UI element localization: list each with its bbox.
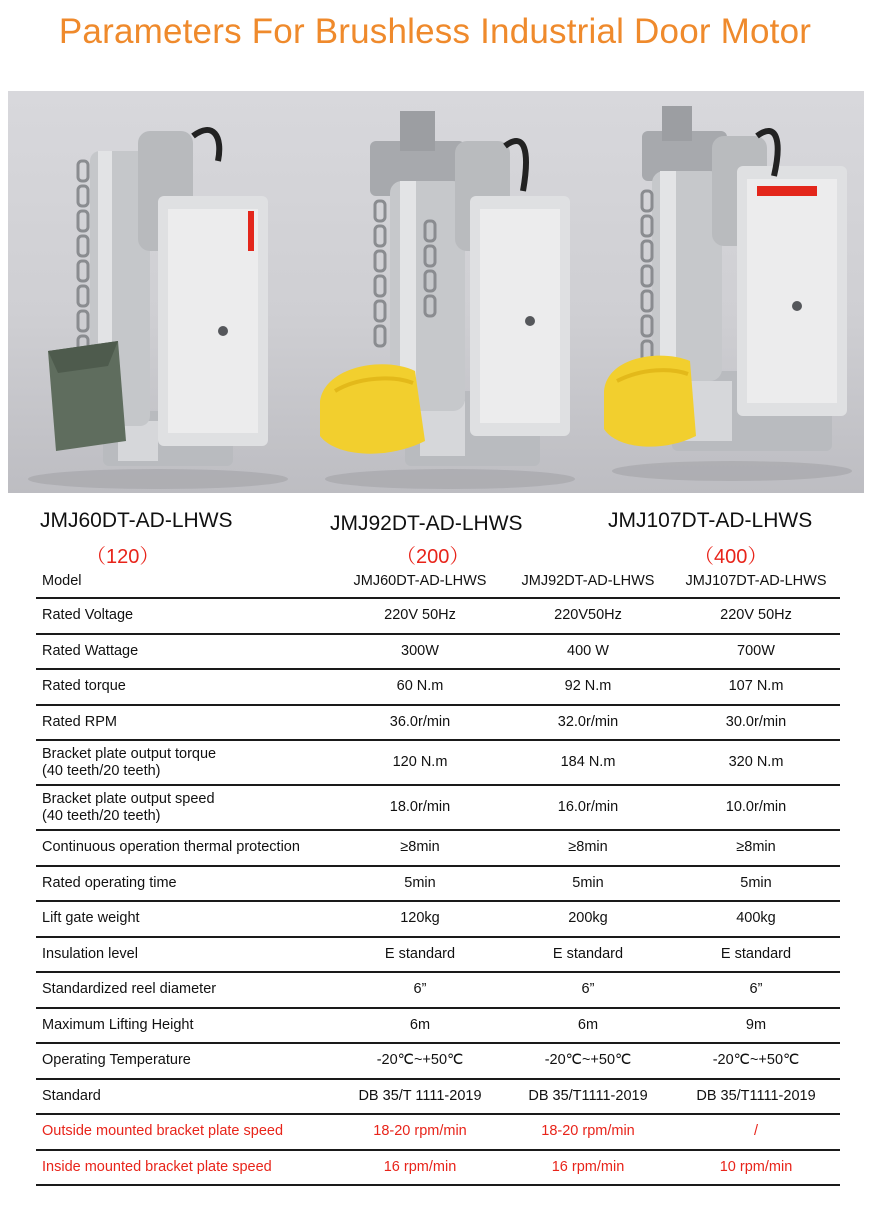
row-label [36,901,336,937]
row-value: JMJ107DT-AD-LHWS [672,565,840,598]
row-value: 32.0r/min [504,705,672,741]
parameters-table [36,565,840,1186]
row-value: 16 rpm/min [336,1150,504,1186]
row-value: 36.0r/min [336,705,504,741]
row-label [36,1079,336,1115]
row-value: 400 W [504,634,672,670]
model-capacity-3: （400） [694,546,768,568]
row-label-line: Standardized reel diameter [42,981,217,998]
table-row [36,598,840,634]
row-label-line: Outside mounted bracket plate speed [42,1123,284,1140]
model-name-1: JMJ60DT-AD-LHWS [40,509,233,532]
row-value: 200kg [504,901,672,937]
table-row [36,1008,840,1044]
parameters-table-body [36,565,840,1185]
table-row [36,740,840,785]
row-value: ≥8min [672,830,840,866]
row-value: DB 35/T 1111-2019 [336,1079,504,1115]
row-value: ≥8min [504,830,672,866]
motor-photo-jmj60 [8,91,305,493]
table-row [36,705,840,741]
row-value: JMJ60DT-AD-LHWS [336,565,504,598]
row-label [36,1008,336,1044]
row-label [36,1114,336,1150]
row-label [36,565,336,598]
row-value: -20℃~+50℃ [504,1043,672,1079]
row-label-line: Inside mounted bracket plate speed [42,1158,272,1175]
row-value: 18-20 rpm/min [504,1114,672,1150]
motor-photo-jmj92 [305,91,592,493]
row-label-line: Maximum Lifting Height [42,1016,194,1033]
row-label-line: Insulation level [42,945,138,962]
row-label-line: Continuous operation thermal protection [42,839,300,856]
row-value: E standard [504,937,672,973]
row-value: 16.0r/min [504,785,672,830]
row-value: 6m [504,1008,672,1044]
row-label-line: Rated Voltage [42,607,134,624]
row-label [36,1150,336,1186]
page-title: Parameters For Brushless Industrial Door Motor [58,12,812,51]
row-label-line: Rated torque [42,678,126,695]
table-row [36,866,840,902]
table-row [36,1043,840,1079]
row-label-line: Standard [42,1087,101,1104]
row-label-line: Operating Temperature [42,1052,191,1069]
row-value: 184 N.m [504,740,672,785]
row-value: 6” [672,972,840,1008]
row-label [36,598,336,634]
row-value: JMJ92DT-AD-LHWS [504,565,672,598]
table-row [36,901,840,937]
row-value: 320 N.m [672,740,840,785]
model-capacity-1: （120） [86,546,160,568]
row-value: 220V 50Hz [336,598,504,634]
row-label [36,937,336,973]
row-value: 92 N.m [504,669,672,705]
row-label-line: Model [42,572,82,589]
row-value: DB 35/T1111-2019 [672,1079,840,1115]
row-label [36,785,336,830]
table-row [36,785,840,830]
row-value: E standard [672,937,840,973]
model-name-2: JMJ92DT-AD-LHWS [330,512,523,535]
row-value: / [672,1114,840,1150]
row-value: 18-20 rpm/min [336,1114,504,1150]
row-label-line: Rated Wattage [42,642,139,659]
row-value: 6” [336,972,504,1008]
model-capacity-2: （200） [396,546,470,568]
table-row [36,1150,840,1186]
row-label-line: (40 teeth/20 teeth) [42,762,161,779]
model-name-3: JMJ107DT-AD-LHWS [608,509,813,532]
row-label [36,705,336,741]
row-value: 400kg [672,901,840,937]
row-label [36,866,336,902]
table-row [36,565,840,598]
row-value: 6” [504,972,672,1008]
row-value: 120kg [336,901,504,937]
row-label-line: Rated RPM [42,713,117,730]
row-value: 18.0r/min [336,785,504,830]
row-label [36,634,336,670]
row-value: 220V 50Hz [672,598,840,634]
table-row [36,937,840,973]
row-value: 120 N.m [336,740,504,785]
row-value: 10 rpm/min [672,1150,840,1186]
row-value: 10.0r/min [672,785,840,830]
table-row [36,1114,840,1150]
row-value: E standard [336,937,504,973]
row-value: 30.0r/min [672,705,840,741]
row-label [36,740,336,785]
row-value: DB 35/T1111-2019 [504,1079,672,1115]
row-value: 300W [336,634,504,670]
motor-photo-jmj107 [592,91,864,493]
row-value: 5min [672,866,840,902]
row-label-line: Lift gate weight [42,910,140,927]
table-row [36,669,840,705]
table-row [36,830,840,866]
row-value: 6m [336,1008,504,1044]
row-value: 700W [672,634,840,670]
row-value: 107 N.m [672,669,840,705]
row-label [36,1043,336,1079]
table-row [36,1079,840,1115]
row-value: ≥8min [336,830,504,866]
row-value: 9m [672,1008,840,1044]
row-label [36,830,336,866]
table-row [36,972,840,1008]
row-label [36,669,336,705]
row-label-line: Bracket plate output torque [42,745,217,762]
row-label-line: (40 teeth/20 teeth) [42,807,161,824]
row-value: 16 rpm/min [504,1150,672,1186]
row-value: 220V50Hz [504,598,672,634]
row-value: -20℃~+50℃ [336,1043,504,1079]
row-value: -20℃~+50℃ [672,1043,840,1079]
row-value: 5min [336,866,504,902]
row-label-line: Rated operating time [42,874,177,891]
row-label [36,972,336,1008]
row-value: 5min [504,866,672,902]
row-label-line: Bracket plate output speed [42,790,215,807]
row-value: 60 N.m [336,669,504,705]
table-row [36,634,840,670]
